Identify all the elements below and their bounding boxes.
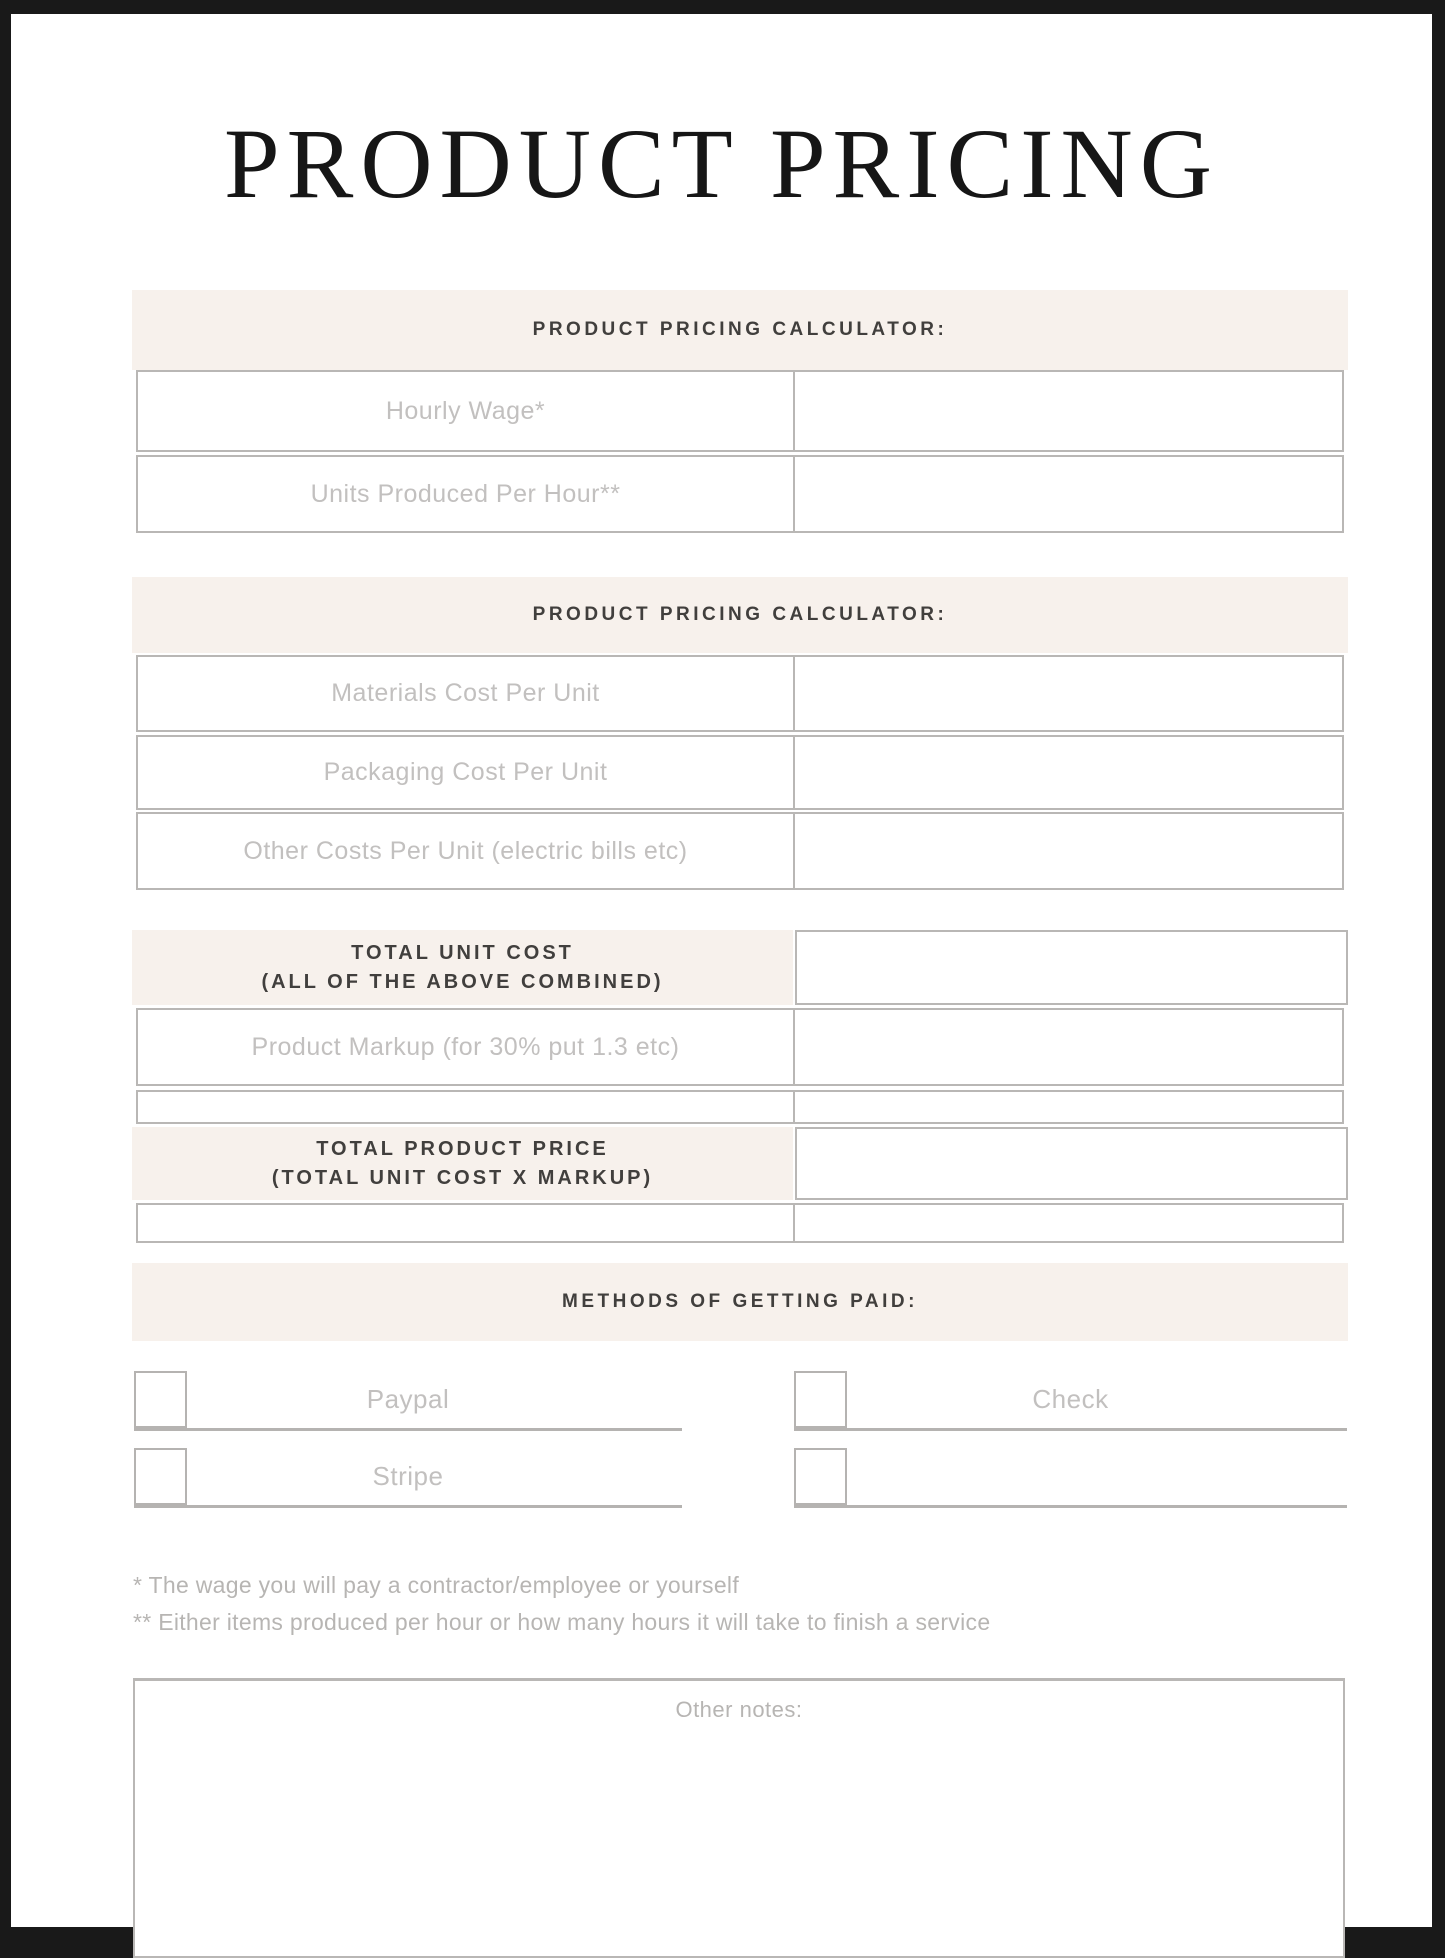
total-product-price-row: [132, 1127, 1348, 1200]
table-row: [136, 655, 1344, 732]
product-markup-label: Product Markup (for 30% put 1.3 etc): [138, 1010, 795, 1084]
blank-label: [794, 1448, 1347, 1505]
payment-option-check: [794, 1371, 1347, 1431]
check-label: Check: [1032, 1384, 1109, 1414]
total-unit-cost-line1: TOTAL UNIT COST: [351, 941, 574, 964]
product-markup-input[interactable]: [795, 1010, 1342, 1084]
stripe-label: Stripe: [372, 1461, 444, 1491]
total-unit-cost-row: [132, 930, 1348, 1005]
table-row: [136, 1008, 1344, 1086]
section1-header-label: PRODUCT PRICING CALCULATOR:: [532, 319, 948, 340]
paypal-label: Paypal: [366, 1384, 450, 1414]
footnote-units: ** Either items produced per hour or how many hours it will take to finish a service: [133, 1609, 991, 1635]
total-unit-cost-label: [132, 930, 793, 1005]
units-per-hour-input[interactable]: [795, 457, 1342, 531]
spacer-row: [136, 1203, 1344, 1243]
total-product-price-label: [132, 1127, 793, 1200]
spacer-right-cell[interactable]: [795, 1205, 1342, 1241]
other-costs-label: Other Costs Per Unit (electric bills etc): [138, 814, 795, 888]
total-product-price-input[interactable]: [795, 1127, 1348, 1200]
spacer-left-cell[interactable]: [138, 1092, 795, 1122]
other-notes-label: Other notes:: [675, 1697, 803, 1722]
packaging-cost-label: Packaging Cost Per Unit: [138, 737, 795, 808]
spacer-right-cell[interactable]: [795, 1092, 1342, 1122]
total-unit-cost-line2: (ALL OF THE ABOVE COMBINED): [261, 970, 664, 993]
payment-option-stripe: [134, 1448, 682, 1508]
section4-header: [132, 1263, 1348, 1341]
hourly-wage-label: Hourly Wage*: [138, 372, 795, 450]
other-notes-box[interactable]: [133, 1678, 1345, 1958]
materials-cost-label: Materials Cost Per Unit: [138, 657, 795, 730]
table-row: [136, 735, 1344, 810]
footnote-hourly-wage: * The wage you will pay a contractor/employee or yourself: [133, 1572, 740, 1598]
page-title: PRODUCT PRICING: [224, 108, 1219, 219]
table-row: [136, 455, 1344, 533]
packaging-cost-input[interactable]: [795, 737, 1342, 808]
materials-cost-input[interactable]: [795, 657, 1342, 730]
payment-option-paypal: [134, 1371, 682, 1431]
section1-header: [132, 290, 1348, 370]
section4-header-label: METHODS OF GETTING PAID:: [562, 1291, 918, 1312]
table-row: [136, 370, 1344, 452]
table-row: [136, 812, 1344, 890]
total-product-price-line2: (TOTAL UNIT COST X MARKUP): [271, 1166, 654, 1189]
page-content: [132, 14, 1348, 1927]
spacer-row: [136, 1090, 1344, 1124]
section2-header: [132, 577, 1348, 653]
total-unit-cost-input[interactable]: [795, 930, 1348, 1005]
units-per-hour-label: Units Produced Per Hour**: [138, 457, 795, 531]
document-page: [11, 14, 1432, 1927]
total-product-price-line1: TOTAL PRODUCT PRICE: [316, 1137, 609, 1160]
spacer-left-cell[interactable]: [138, 1205, 795, 1241]
hourly-wage-input[interactable]: [795, 372, 1342, 450]
payment-option-blank: [794, 1448, 1347, 1508]
other-costs-input[interactable]: [795, 814, 1342, 888]
section2-header-label: PRODUCT PRICING CALCULATOR:: [532, 604, 948, 625]
